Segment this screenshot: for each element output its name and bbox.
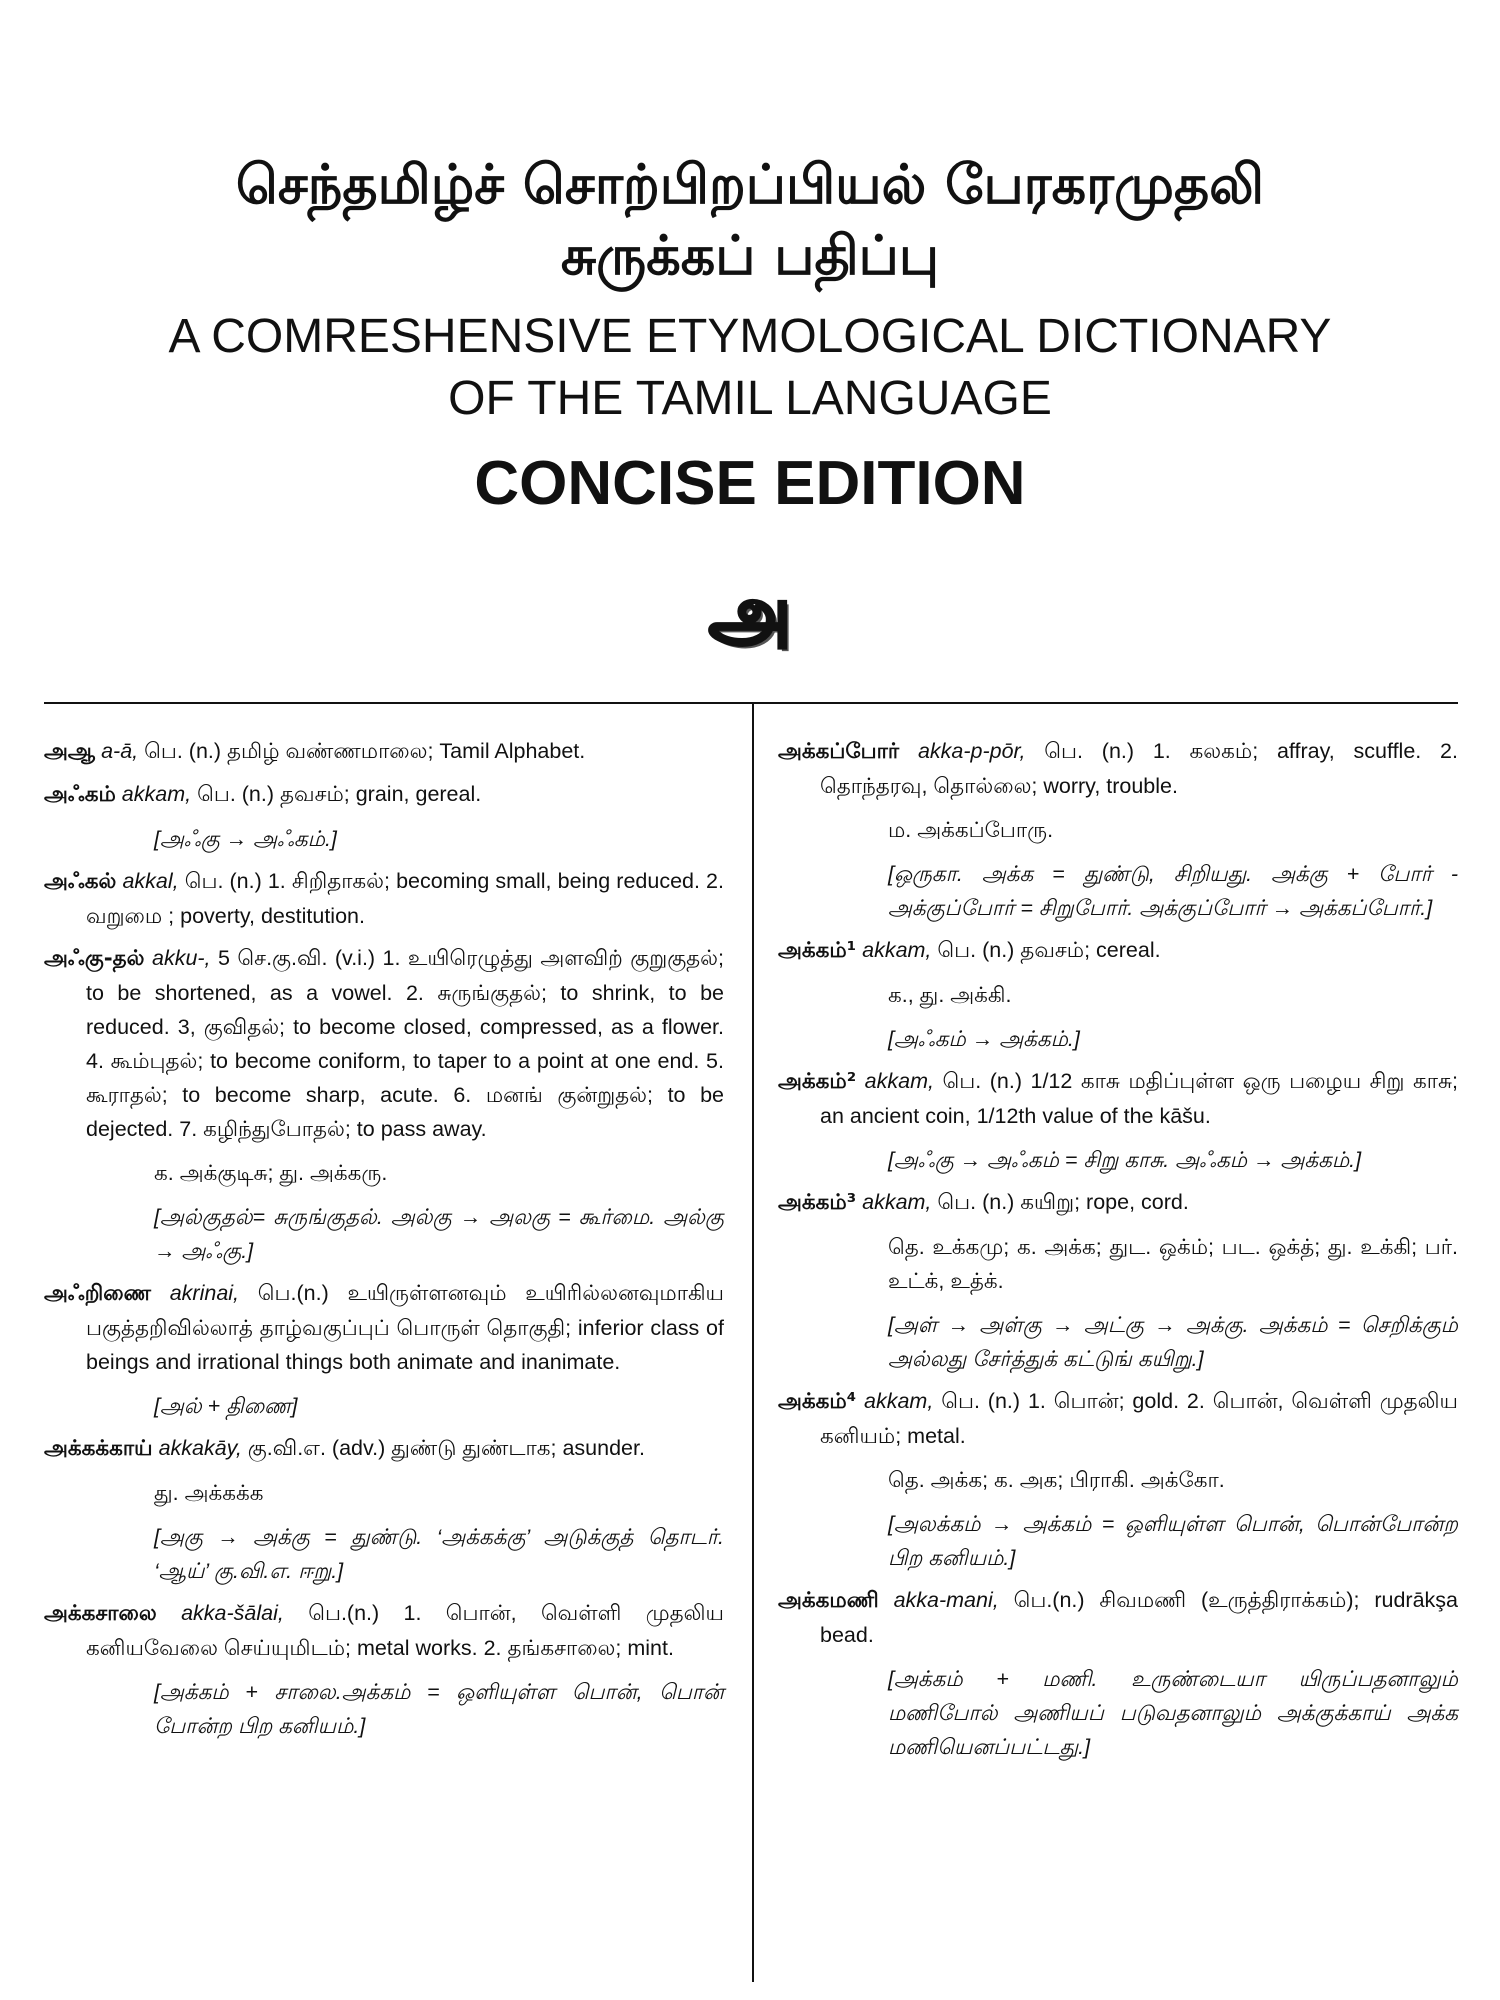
entry-headword: அக்கப்போர் [778,739,900,764]
entry-headword: அக்கம்¹ [778,938,857,963]
entry-transliteration: akkam, [121,782,192,806]
entry-body: கு.வி.எ. (adv.) துண்டு துண்டாக; asunder. [247,1436,645,1460]
dictionary-entry [44,1276,724,1423]
top-divider [44,702,1458,704]
left-column [44,734,724,1751]
entry-headword: அக்கம்² [778,1069,857,1094]
entry-transliteration: akku-, [151,946,211,970]
dictionary-entry [44,777,724,856]
entry-body: பெ.(n.) 1. பொன், வெள்ளி முதலிய கனியவேலை செய்யுமிடம்; metal works. 2. தங்கசாலை; mint. [86,1601,724,1660]
entry-etymology: [அஃகு → அஃகம்.] [154,827,337,851]
dictionary-entry [778,734,1458,925]
entry-definition [44,777,724,812]
dictionary-entry [778,1583,1458,1764]
entry-headword: அக்கமணி [778,1588,879,1613]
entry-cognates: து. அக்கக்க [154,1481,264,1505]
entry-transliteration: a-ā, [101,739,139,763]
entry-body: பெ. (n.) தவசம்; cereal. [937,938,1161,962]
dictionary-entry [778,1064,1458,1177]
entry-etymology: [அல்குதல்= சுருங்குதல். அல்கு → அலகு = கூர்மை. அல்கு → அஃகு.] [154,1205,724,1263]
entry-definition [44,734,724,769]
entry-cognates: க., து. அக்கி. [888,983,1012,1007]
entry-etymology: [அஃகு → அஃகம் = சிறு காசு. அஃகம் → அக்கம்.] [888,1148,1362,1172]
dictionary-entry [44,941,724,1268]
entry-headword: அக்கசாலை [44,1601,157,1626]
entry-definition [778,734,1458,803]
entry-headword: அஃகம் [44,782,116,807]
entry-cognates: தெ. அக்க; க. அக; பிராகி. அக்கோ. [888,1468,1225,1492]
tamil-title-line-2: சுருக்கப் பதிப்பு [560,224,940,287]
entry-etymology: [அக்கம் + மணி. உருண்டையா யிருப்பதனாலும் மணிபோல் அணியப் படுவதனாலும் அக்குக்காய் அக்க மணியெனப்பட்டது.] [888,1667,1458,1759]
dictionary-entry [44,1596,724,1743]
edition-label: CONCISE EDITION [474,449,1026,518]
entry-cognates: தெ. உக்கமு; க. அக்க; துட. ஒக்ம்; பட. ஒக்த்; து. உக்கி; பர். உட்க், உத்க். [888,1235,1458,1293]
entry-definition [778,1384,1458,1453]
dictionary-entry [778,1384,1458,1575]
dictionary-entry [778,1185,1458,1376]
entry-body: பெ.(n.) உயிருள்ளனவும் உயிரில்லனவுமாகிய பகுத்தறிவில்லாத் தாழ்வகுப்புப் பொருள் தொகுதி; inferior class of beings and irrational things both animate and inanimate. [86,1281,724,1374]
entry-headword: அஆ [44,739,96,764]
entry-definition [44,864,724,933]
entry-etymology: [அல் + திணை] [154,1394,298,1418]
column-divider [752,702,754,1982]
entry-body: 5 செ.கு.வி. (v.i.) 1. உயிரெழுத்து அளவிற் குறுகுதல்; to be shortened, as a vowel. 2. சுருங்குதல்; to shrink, to be reduced. 3, குவிதல்; to become closed, compressed, as a flower. 4. கூம்புதல்; to become coniform, to taper to a point at one end. 5. கூராதல்; to become sharp, acute. 6. மனங் குன்றுதல்; to be dejected. 7. கழிந்துபோதல்; to pass away. [86,946,725,1141]
entry-transliteration: akkam, [862,938,932,962]
entry-etymology: [அக்கம் + சாலை.அக்கம் = ஒளியுள்ள பொன், பொன் போன்ற பிற கனியம்.] [154,1680,724,1738]
entry-headword: அக்கம்⁴ [778,1389,857,1414]
entry-definition [778,1064,1458,1133]
entry-definition [778,1583,1458,1652]
entry-cognates: க. அக்குடிசு; து. அக்கரு. [154,1161,388,1185]
entry-etymology: [அஃகம் → அக்கம்.] [888,1027,1080,1051]
entry-transliteration: akkam, [864,1389,934,1413]
entry-transliteration: akkal, [122,869,179,893]
entry-body: பெ. (n.) கயிறு; rope, cord. [937,1190,1189,1214]
entry-body: பெ. (n.) 1. சிறிதாகல்; becoming small, being reduced. 2. வறுமை ; poverty, destitution. [86,869,724,928]
entry-body: பெ. (n.) தவசம்; grain, gereal. [197,782,482,806]
entry-transliteration: akkam, [862,1190,932,1214]
entry-etymology: [அகு → அக்கு = துண்டு. ‘அக்கக்கு’ அடுக்குத் தொடர். ‘ஆய்’ கு.வி.எ. ஈறு.] [154,1525,724,1583]
entry-cognates: ம. அக்கப்போரு. [888,818,1054,842]
dictionary-entry [44,734,724,769]
entry-transliteration: akka-p-pōr, [917,739,1026,763]
entry-definition [44,1431,724,1466]
entry-transliteration: akrinai, [169,1281,240,1305]
entry-headword: அஃகல் [44,869,117,894]
entry-etymology: [அள் → அள்கு → அட்கு → அக்கு. அக்கம் = செறிக்கும் அல்லது சேர்த்துக் கட்டுங் கயிறு.] [888,1313,1458,1371]
entry-body: பெ. (n.) 1. பொன்; gold. 2. பொன், வெள்ளி முதலிய கனியம்; metal. [820,1389,1458,1448]
entry-headword: அக்கம்³ [778,1190,857,1215]
entry-headword: அஃகு-தல் [44,946,145,971]
dictionary-entry [44,1431,724,1588]
dictionary-entry [44,864,724,933]
entry-body: பெ. (n.) 1. கலகம்; affray, scuffle. 2. தொந்தரவு, தொல்லை; worry, trouble. [820,739,1458,798]
entry-body: பெ. (n.) தமிழ் வண்ணமாலை; Tamil Alphabet. [144,739,586,763]
entry-headword: அக்கக்காய் [44,1436,153,1461]
entry-body: பெ. (n.) 1/12 காசு மதிப்புள்ள ஒரு பழைய சிறு காசு; an ancient coin, 1/12th value of the kāšu. [820,1069,1458,1128]
english-title-line-2: OF THE TAMIL LANGUAGE [448,372,1052,425]
entry-headword: அஃறிணை [44,1281,151,1306]
entry-definition [44,1276,724,1379]
dictionary-entry [778,933,1458,1056]
entry-transliteration: akkakāy, [158,1436,242,1460]
entry-transliteration: akka-mani, [893,1588,999,1612]
entry-definition [778,933,1458,968]
entry-definition [44,1596,724,1665]
tamil-title-line-1: செந்தமிழ்ச் சொற்பிறப்பியல் பேரகரமுதலி [235,153,1265,216]
page-header [0,150,1500,526]
entry-etymology: [அலக்கம் → அக்கம் = ஒளியுள்ள பொன், பொன்போன்ற பிற கனியம்.] [888,1512,1458,1570]
entry-transliteration: akka-šālai, [181,1601,284,1625]
entry-body: பெ.(n.) சிவமணி (உருத்திராக்கம்); rudrākşa bead. [820,1588,1458,1647]
english-title-line-1: A COMRESHENSIVE ETYMOLOGICAL DICTIONARY [168,310,1332,363]
section-letter-badge: அ [708,570,792,656]
entry-transliteration: akkam, [864,1069,934,1093]
entry-etymology: [ஒருகா. அக்க = துண்டு, சிறியது. அக்கு + போர் - அக்குப்போர் = சிறுபோர். அக்குப்போர் → அக்கப்போர்.] [888,862,1458,920]
right-column [778,734,1458,1772]
entry-definition [44,941,724,1146]
entry-definition [778,1185,1458,1220]
